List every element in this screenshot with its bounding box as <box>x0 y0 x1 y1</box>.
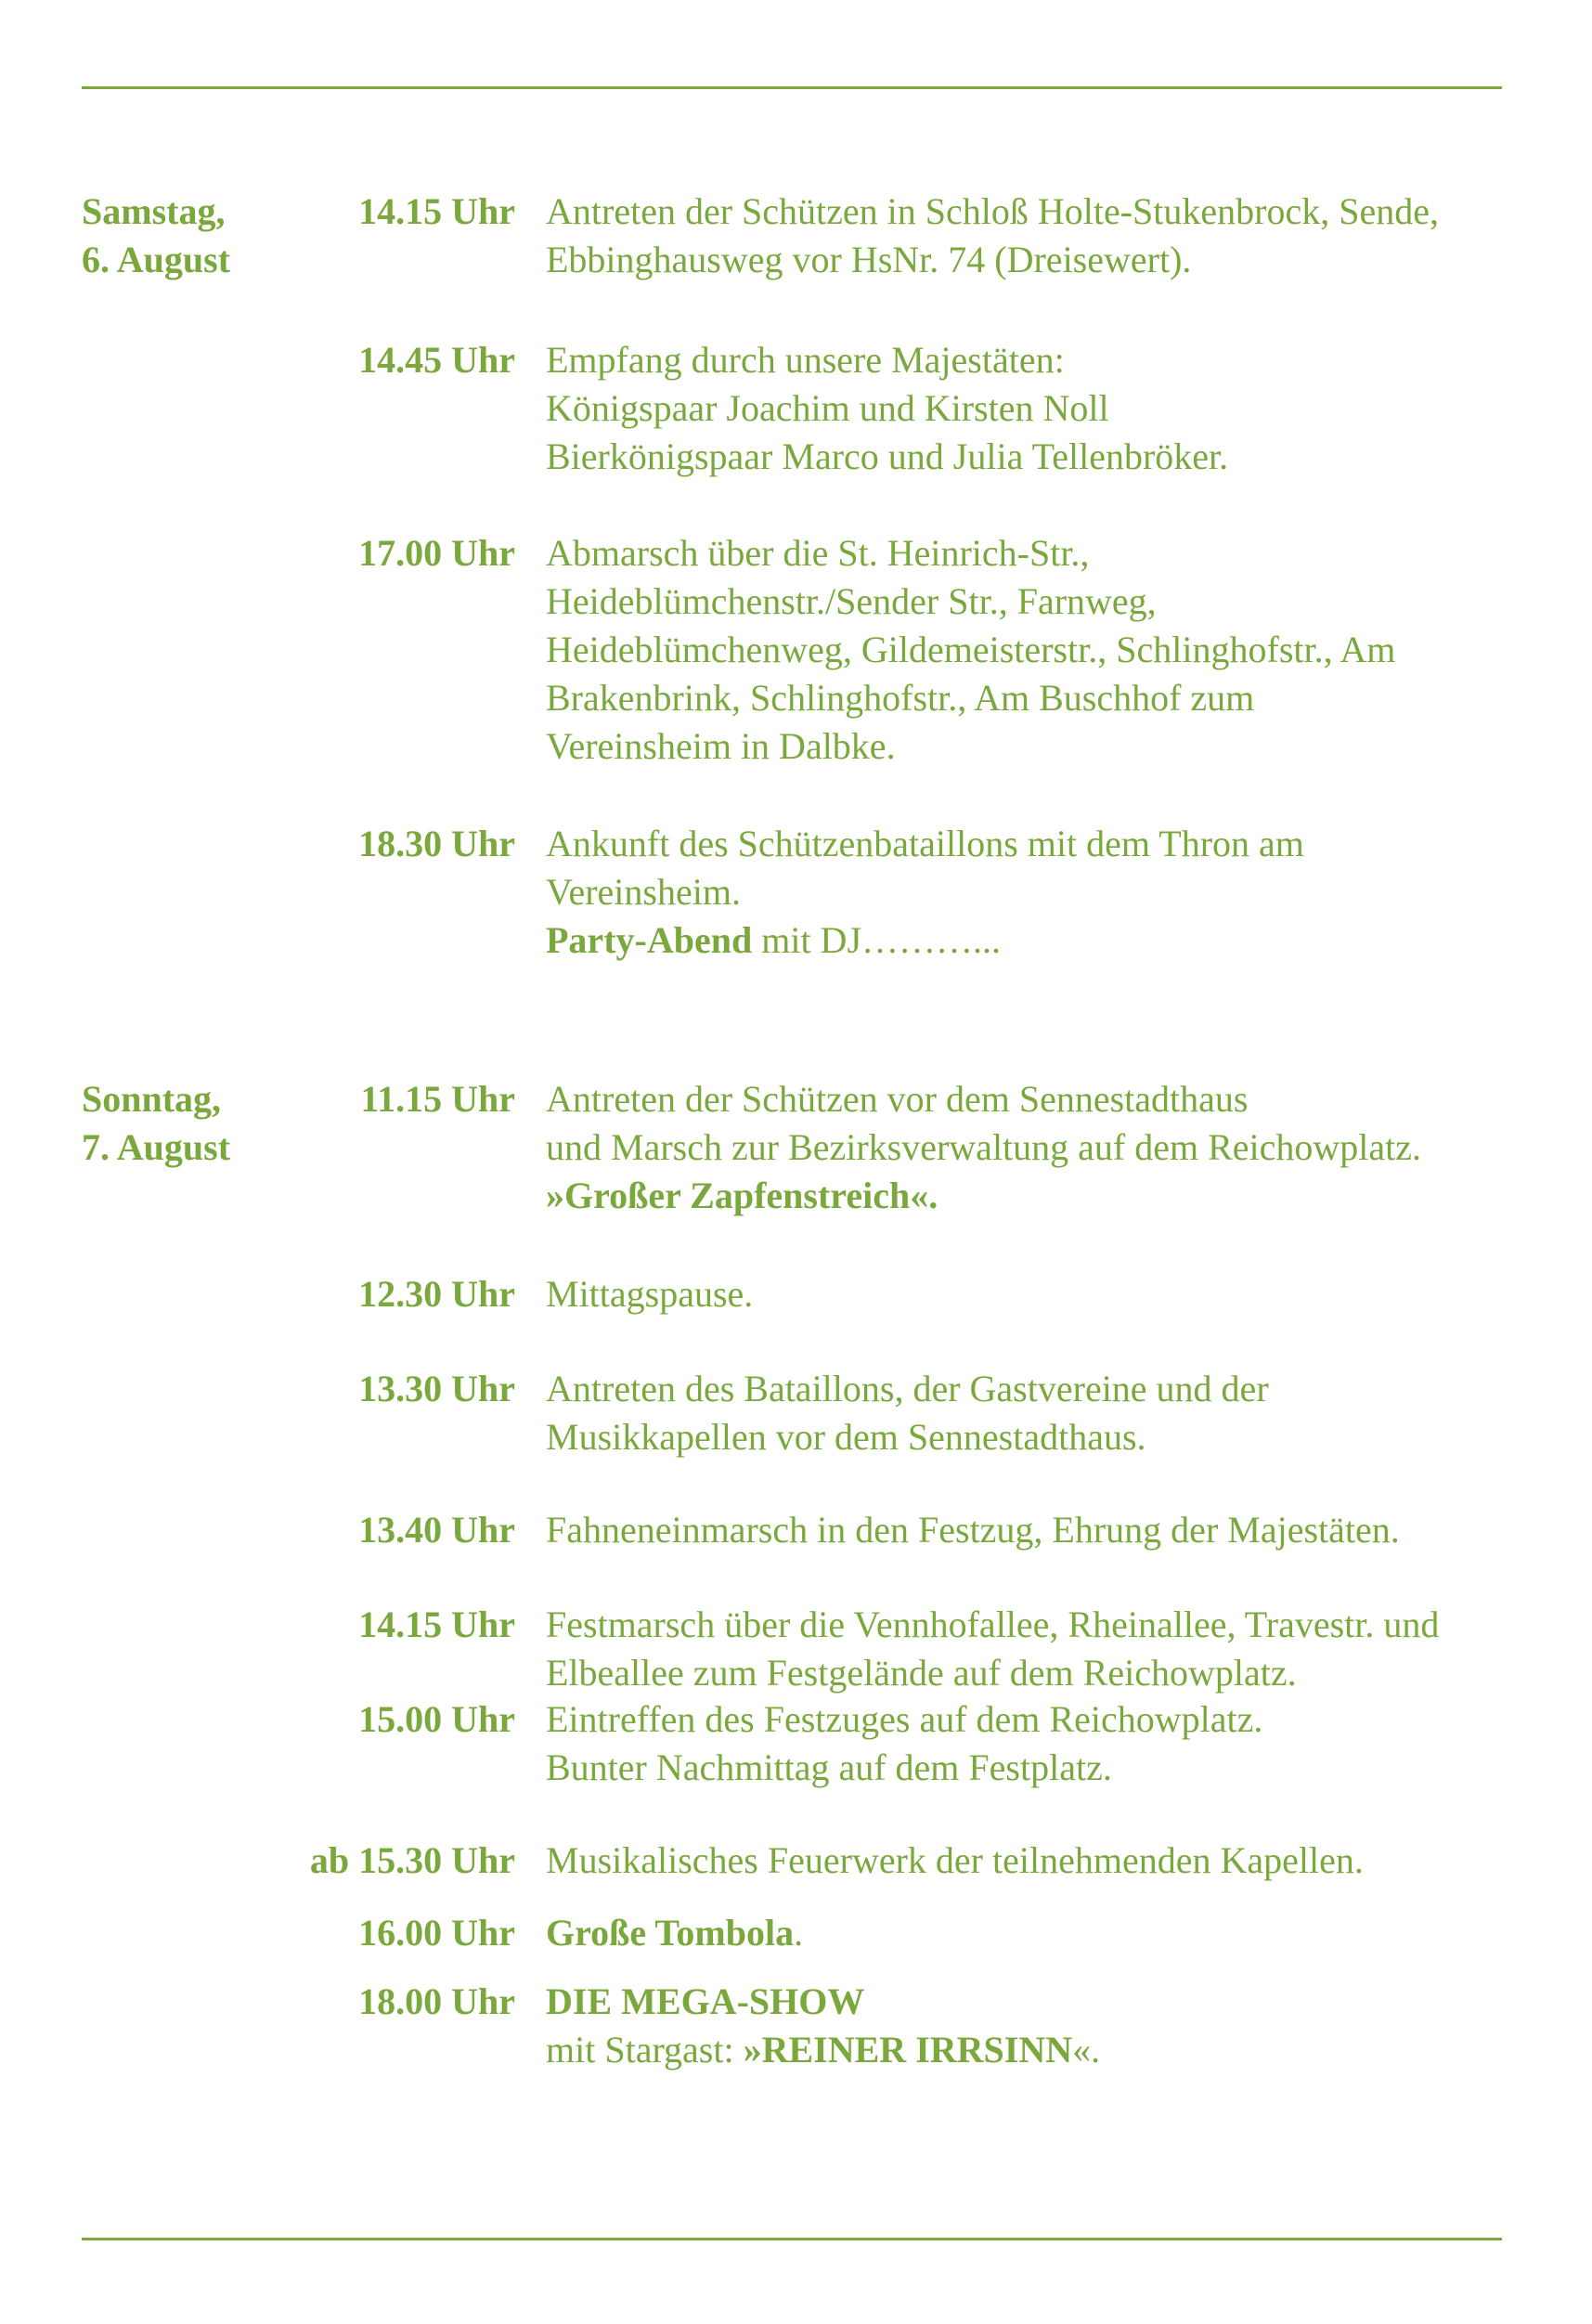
description-line <box>546 820 1581 868</box>
day-name: Samstag, <box>82 190 226 232</box>
entry-time: 18.30 Uhr <box>358 823 515 864</box>
text-segment: Eintreffen des Festzuges auf dem Reichowplatz. <box>546 1698 1263 1740</box>
description-line <box>546 1909 1581 1957</box>
description-line <box>546 188 1581 236</box>
entry-description <box>546 1601 1581 1697</box>
description-line <box>546 236 1581 284</box>
entry-description <box>546 1695 1581 1792</box>
description-line <box>546 336 1581 384</box>
day-label-sunday <box>82 1075 230 1172</box>
entry-time: 13.30 Uhr <box>358 1368 515 1409</box>
description-line <box>546 433 1581 481</box>
entry-description <box>546 336 1581 481</box>
text-segment: Königspaar Joachim und Kirsten Noll <box>546 387 1109 429</box>
description-line <box>546 1978 1581 2026</box>
text-segment: Ebbinghausweg vor HsNr. 74 (Dreisewert). <box>546 239 1192 280</box>
entry-time: 14.15 Uhr <box>358 190 515 232</box>
text-segment: Empfang durch unsere Majestäten: <box>546 339 1065 381</box>
description-line <box>546 916 1581 965</box>
description-line <box>546 529 1581 578</box>
entry-time: ab 15.30 Uhr <box>309 1839 515 1881</box>
text-segment: und Marsch zur Bezirksverwaltung auf dem Reichowplatz. <box>546 1126 1422 1168</box>
text-segment: Antreten der Schützen vor dem Sennestadthaus <box>546 1078 1249 1120</box>
highlight-text: »REINER IRRSINN <box>743 2029 1073 2071</box>
text-segment: Musikkapellen vor dem Sennestadthaus. <box>546 1416 1146 1458</box>
entry-description <box>546 188 1581 284</box>
text-segment: Mittagspause. <box>546 1273 754 1315</box>
entry-time: 14.45 Uhr <box>358 339 515 381</box>
text-segment: mit DJ………... <box>752 919 1002 961</box>
text-segment: Brakenbrink, Schlinghofstr., Am Buschhof zum <box>546 677 1255 719</box>
description-line <box>546 2026 1581 2074</box>
text-segment: Antreten des Bataillons, der Gastvereine und der <box>546 1368 1269 1409</box>
description-line <box>546 626 1581 674</box>
entry-time: 17.00 Uhr <box>358 532 515 574</box>
text-segment: Bunter Nachmittag auf dem Festplatz. <box>546 1746 1112 1788</box>
entry-description <box>546 1909 1581 1957</box>
description-line <box>546 1506 1581 1554</box>
entry-time: 15.00 Uhr <box>358 1698 515 1740</box>
day-label-saturday <box>82 188 230 284</box>
bottom-divider <box>82 2238 1502 2240</box>
text-segment: Ankunft des Schützenbataillons mit dem Thron am <box>546 823 1304 864</box>
day-name: Sonntag, <box>82 1078 222 1120</box>
highlight-text: »Großer Zapfenstreich«. <box>546 1175 938 1216</box>
description-line <box>546 384 1581 433</box>
entry-description <box>546 820 1581 965</box>
description-line <box>546 1649 1581 1697</box>
text-segment: mit Stargast: <box>546 2029 744 2071</box>
description-line <box>546 1075 1581 1123</box>
description-line <box>546 578 1581 626</box>
text-segment: Festmarsch über die Vennhofallee, Rheinallee, Travestr. und <box>546 1603 1440 1645</box>
text-segment: Antreten der Schützen in Schloß Holte-Stukenbrock, Sende, <box>546 190 1439 232</box>
day-date: 6. August <box>82 239 231 280</box>
entry-time: 13.40 Uhr <box>358 1509 515 1551</box>
entry-time: 14.15 Uhr <box>358 1603 515 1645</box>
description-line <box>546 1601 1581 1649</box>
highlight-text: Party-Abend <box>546 919 753 961</box>
description-line <box>546 1123 1581 1172</box>
day-date: 7. August <box>82 1126 231 1168</box>
description-line <box>546 722 1581 771</box>
entry-description <box>546 1837 1581 1885</box>
description-line <box>546 868 1581 916</box>
text-segment: Elbeallee zum Festgelände auf dem Reichowplatz. <box>546 1652 1297 1694</box>
description-line <box>546 674 1581 722</box>
description-line <box>546 1413 1581 1461</box>
description-line <box>546 1837 1581 1885</box>
entry-description <box>546 1075 1581 1220</box>
entry-time: 16.00 Uhr <box>358 1912 515 1954</box>
text-segment: . <box>794 1912 804 1954</box>
text-segment: Heideblümchenweg, Gildemeisterstr., Schlinghofstr., Am <box>546 629 1396 670</box>
highlight-text: Große Tombola <box>546 1912 795 1954</box>
description-line <box>546 1172 1581 1220</box>
text-segment: Bierkönigspaar Marco und Julia Tellenbröker. <box>546 435 1229 477</box>
entry-description <box>546 1270 1581 1318</box>
entry-time: 12.30 Uhr <box>358 1273 515 1315</box>
description-line <box>546 1365 1581 1413</box>
text-segment: Vereinsheim in Dalbke. <box>546 725 896 767</box>
entry-description <box>546 1365 1581 1461</box>
text-segment: Vereinsheim. <box>546 871 741 913</box>
description-line <box>546 1744 1581 1792</box>
text-segment: Musikalisches Feuerwerk der teilnehmenden Kapellen. <box>546 1839 1364 1881</box>
entry-description <box>546 1506 1581 1554</box>
entry-description <box>546 1978 1581 2074</box>
entry-time: 11.15 Uhr <box>360 1078 515 1120</box>
highlight-text: DIE MEGA-SHOW <box>546 1980 865 2022</box>
text-segment: Abmarsch über die St. Heinrich-Str., <box>546 532 1090 574</box>
top-divider <box>82 86 1502 89</box>
entry-time: 18.00 Uhr <box>358 1980 515 2022</box>
text-segment: Heideblümchenstr./Sender Str., Farnweg, <box>546 580 1157 622</box>
text-segment: «. <box>1072 2029 1101 2071</box>
text-segment: Fahneneinmarsch in den Festzug, Ehrung der Majestäten. <box>546 1509 1400 1551</box>
entry-description <box>546 529 1581 771</box>
description-line <box>546 1270 1581 1318</box>
description-line <box>546 1695 1581 1744</box>
